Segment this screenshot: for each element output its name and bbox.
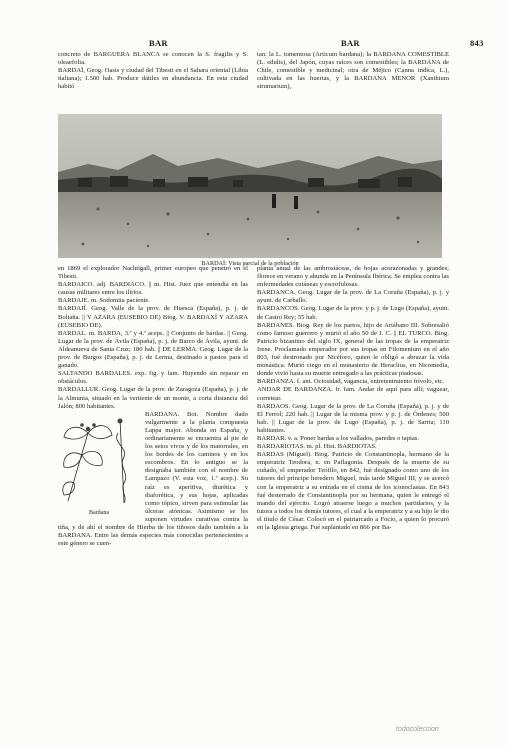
page-number: 843 — [470, 38, 484, 48]
paragraph: BARDAR. v. a. Poner bardas a los vallados, paredes o tapias. — [257, 434, 420, 442]
paragraph: concreto de BARGUERA BLANCA se conocen la S. fragilis y S. oleaefolia. — [58, 51, 248, 67]
photo-caption: BARDAÏ: Vista parcial de la población — [201, 260, 299, 267]
column-right-bottom — [257, 265, 449, 532]
bardana-figure — [58, 413, 140, 517]
paragraph: BARDANCOS. Geog. Lugar de la prov. y p. j. de Lugo (España), ayunt. de Castro Rey; 55 hab. — [257, 305, 449, 321]
paragraph: BARDALLUR. Geog. Lugar de la prov. de Zaragoza (España), p. j. de la Almunia, situado en la vertiente de un monte, a corta distancia del Jalón; 800 habitantes. — [58, 386, 248, 410]
paragraph: BARDAJE. m. Sodomita paciente. — [58, 297, 150, 305]
figure-caption: Bardana — [89, 509, 109, 516]
paragraph: BARDANES. Biog. Rey de los partos, hijo de Artábano III. Sobresalió como famoso guerrero y murió el año 50 de J. C. || EL TURCO. Biog. Patricio bizantino del siglo IX, general de las tropas de la emperatriz Irene. Proclamado emperador por sus tropas en Filomenium en el año 803, fué destronado por Nicéforo, quien le obligó a abrazar la vida monástica. Murió ciego en el monasterio de Heraclius, en Nicomedia, donde vivió hasta su muerte entregado a las prácticas piadosas. — [257, 321, 449, 378]
paragraph: tan: la L. tomentosa (Articum bardana); la BARDANA COMESTIBLE (L. edulis), del Japón, cuyas raíces son comestibles; la BARDANA de Chile, comestible y medicinal; otra de Méjico (Canna indica, L.), cultivada en las huertas, y la BARDANA MENOR (Xanthium strumarium), — [257, 51, 449, 91]
paragraph: BARDAÏ, Geog. Oasis y ciudad del Tibesti en el Sahara oriental (Libia italiana); 1.500 hab. Produce dátiles en abundancia. En esta ciudad habitó — [58, 67, 248, 91]
oasis-photograph — [58, 114, 442, 258]
paragraph: BARDAJÍ. Geog. Valle de la prov. de Huesca (España), p. j. de Boltaña. || Y AZARA (EUSEBIO DE) Biog. V. BARDAXÍ Y AZARA (EUSEBIO DE). — [58, 305, 248, 329]
paragraph: ANDAR DE BARDANZA. fr. fam. Andar de aquí para allí; vaguear, corretear. — [257, 386, 449, 402]
paragraph: BARDANCA. Geog. Lugar de la prov. de La Coruña (España), p. j. y ayunt. de Carballo. — [257, 289, 449, 305]
paragraph: SALTANDO BARDALES. exp. fig. y fam. Huyendo sin reparar en obstáculos. — [58, 370, 248, 386]
paragraph: BARDAS (Miguel). Biog. Patricio de Constantinopla, hermano de la emperatriz Teodora, n. en Paflagonia. Después de la muerte de su cuñado, el emperador Teófilo, en 842, fué designado como uno de los tutores del príncipe heredero Miguel, más tarde Miguel III, y se acercó con la emperatriz a su entrada en el cisma de los iconoclastas. En 843 fué desterrado de Constantinopla por su hermana, quien le entregó el mando del ejército. Logró atraerse luego a muchos partidarios, y la tutora a todos los demás tutores, el cual a la emperatriz y a su hijo le dio el título de César. Colocó en el patriarcado a Focio, a quien lo procuró en la Iglesia griega. Fué suplantado en 866 por Ba- — [257, 451, 449, 531]
paragraph: BARDARIOTAS. m. pl. Hist. BARDIOTAS. — [257, 443, 377, 451]
watermark: todocoleccion — [396, 726, 439, 733]
paragraph: planta anual de las ambrosiáceas, de hojas acorazonadas y grandes; florece en verano y abunda en la Península Ibérica. Se emplea contra las enfermedades cutáneas y escrofulosas. — [257, 265, 449, 289]
column-left-bottom — [58, 265, 248, 548]
column-right-top — [257, 51, 449, 91]
paragraph: en 1869 el explorador Nachtigall, primer europeo que penetró en el Tibesti. — [58, 265, 248, 281]
running-head-left: BAR — [149, 38, 168, 48]
paragraph: BARDAL. m. BARDA, 3.ª y 4.ª aceps. || Conjunto de bardas. || Geog. Lugar de la prov. de Ávila (España), p. j. de Barco de Ávila, ayunt. de Aldeanueva de Santa Cruz; 180 hab. || DE LERMA. Geog. Lugar de la prov. de Burgos (España), p. j. de Lerma, destinado a pastos para el ganado. — [58, 329, 248, 370]
plant-illustration — [58, 413, 140, 509]
landscape-illustration — [58, 114, 442, 258]
paragraph: BARDAOS. Geog. Lugar de la prov. de La Coruña (España), p. j. y de El Ferrol; 220 hab. || Lugar de la misma prov. y p. j. de Órdenes; 500 hab. || Lugar de la prov. de Lugo (España), p. j. de Sarria; 110 habitantes. — [257, 402, 449, 434]
paragraph: BARDANZA. f. ant. Ociosidad, vagancia, entretenimiento frívolo, etc. — [257, 378, 445, 386]
column-left-top — [58, 51, 248, 91]
paragraph: BARDANA. Bot. Nombre dado vulgarmente a la planta compuesta Lappa major. Abunda en España, y ordinariamente se encuentra al pie de los setos vivos y de los matorrales, en los bordes de los caminos y en los escombros. En lo antiguo se la designaba también con el nombre de Lampazo (V. esta voz, 1.ª acep.). Su raíz es aperitiva, diurética y diaforética, y sus hojas, aplicadas como tópico, sirven para estimular las úlceras atónicas. Asimismo se les suponen virtudes curativas contra la tiña, y de ahí el nombre de Hierba de los tiñosos dado también a la BARDANA. Entre las demás especies más conocidas pertenecientes a este género se cuen- — [58, 410, 248, 548]
running-head-right: BAR — [341, 38, 360, 48]
paragraph: BARDAICO. adj. BARDIACO. || m. Hist. Juez que entendía en las causas militares entre los ilirios. — [58, 281, 248, 297]
